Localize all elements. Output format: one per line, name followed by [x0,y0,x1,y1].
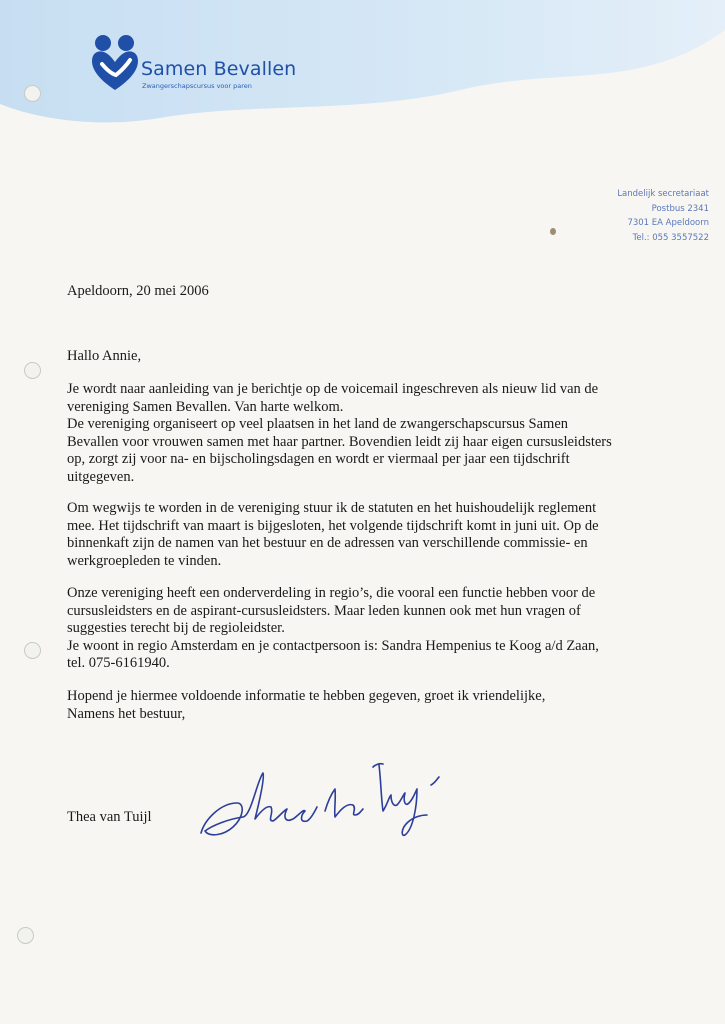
text-line: Bevallen voor vrouwen samen met haar partner. Bovendien leidt zij haar eigen cursusleidsters [67,433,612,450]
text-line: binnenkaft zijn de namen van het bestuur en de adressen van verschillende commissie- en [67,535,588,551]
text-line: werkgroepleden te vinden. [67,552,222,569]
sender-name: Thea van Tuijl [67,809,152,825]
paragraph-closing [67,688,637,723]
brand-name: Samen Bevallen [141,58,297,80]
text-line: cursusleidsters en de aspirant-cursusleidsters. Maar leden kunnen ook met hun vragen of [67,602,581,619]
address-line: Tel.: 055 3557522 [632,232,709,243]
punch-hole [24,642,41,659]
text-line: Namens het bestuur, [67,705,186,722]
paragraph-regions [67,585,637,673]
address-block [617,187,709,245]
brand-tagline: Zwangerschapscursus voor paren [142,82,252,90]
text-line: op, zorgt zij voor na- en bijscholingsdagen en wordt er viermaal per jaar een tijdschrift [67,451,570,467]
text-line: mee. Het tijdschrift van maart is bijgesloten, het volgende tijdschrift komt in juni uit. Op de [67,517,599,534]
text-line: suggesties terecht bij de regioleidster. [67,620,285,636]
text-line: Hopend je hiermee voldoende informatie te hebben gegeven, groet ik vriendelijke, [67,688,546,704]
text-line: De vereniging organiseert op veel plaatsen in het land de zwangerschapscursus Samen [67,416,569,432]
letter-date: Apeldoorn, 20 mei 2006 [67,283,209,299]
letter-greeting: Hallo Annie, [67,348,142,364]
text-line: vereniging Samen Bevallen. Van harte welkom. [67,398,344,415]
text-line: Onze vereniging heeft een onderverdeling in regio’s, die vooral een functie hebben voor de [67,585,596,601]
text-line: uitgegeven. [67,468,135,485]
punch-hole [24,85,41,102]
text-line: Je wordt naar aanleiding van je berichtje op de voicemail ingeschreven als nieuw lid van de [67,381,599,397]
address-line: 7301 EA Apeldoorn [627,218,709,228]
paper-speck [550,228,556,235]
address-line: Postbus 2341 [651,203,709,214]
text-line: Je woont in regio Amsterdam en je contactpersoon is: Sandra Hempenius te Koog a/d Zaan, [67,637,599,654]
text-line: Om wegwijs te worden in de vereniging stuur ik de statuten en het huishoudelijk reglement [67,500,597,516]
handwritten-signature [195,745,455,845]
punch-hole [17,927,34,944]
punch-hole [24,362,41,379]
paragraph-welcome [67,381,637,486]
text-line: tel. 075-6161940. [67,655,170,671]
two-people-heart-icon [90,34,140,92]
paragraph-documents [67,500,637,570]
address-line: Landelijk secretariaat [617,189,709,199]
